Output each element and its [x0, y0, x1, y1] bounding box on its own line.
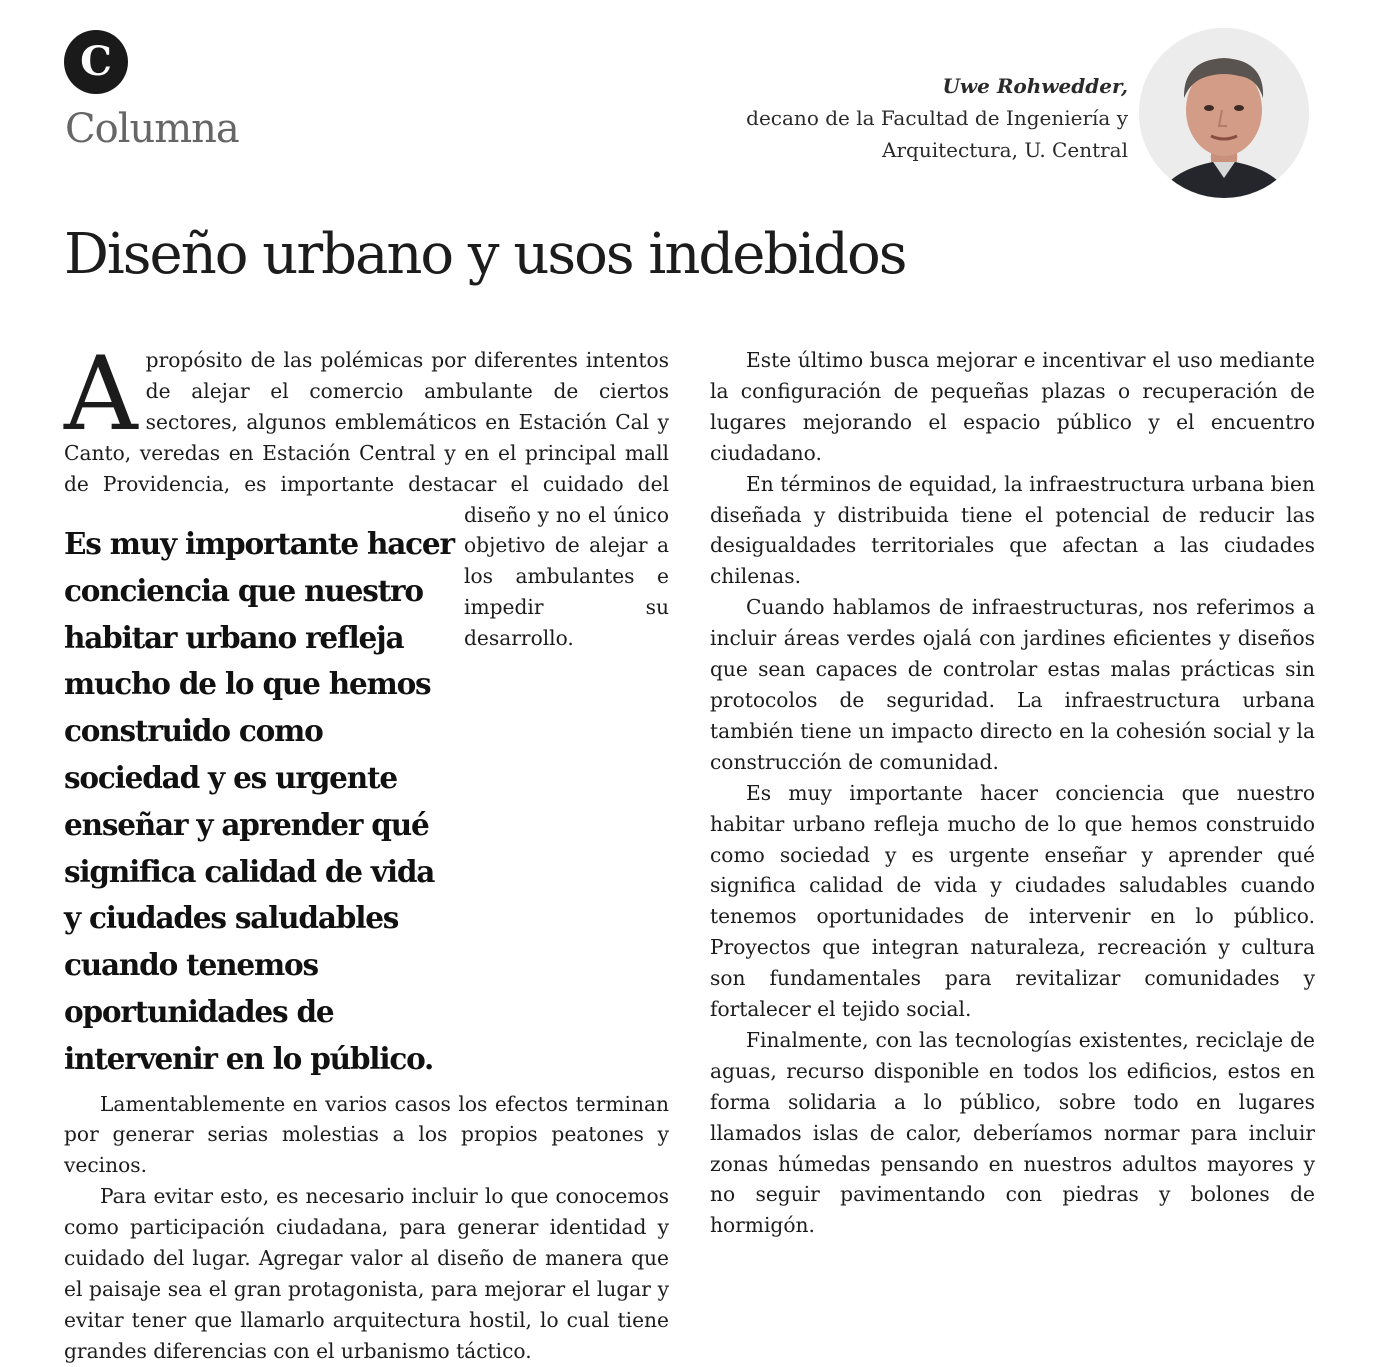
- column-logo-badge: [64, 30, 128, 94]
- article-right-column: [710, 345, 1315, 1241]
- left-paragraph-3: Para evitar esto, es necesario incluir lo que conocemos como participación ciudadana, para generar identidad y cuidado del lugar. Agregar valor al diseño de manera que el paisaje sea el gran protagonista, para mejorar el lugar y evitar tener que llamarlo arquitectura hostil, lo cual tiene grandes diferencias con el urbanismo táctico.: [64, 1184, 669, 1363]
- drop-cap: A: [64, 335, 138, 454]
- right-paragraph-3: Cuando hablamos de infraestructuras, nos referimos a incluir áreas verdes ojalá con jardines eficientes y diseños que sean capaces de controlar estas malas prácticas sin protocolos de seguridad. La infraestructura urbana también tiene un impacto directo en la cohesión social y la construcción de comunidad.: [710, 595, 1315, 774]
- right-paragraph-2: En términos de equidad, la infraestructura urbana bien diseñada y distribuida tiene el potencial de reducir las desigualdades territoriales que afectan a las ciudades chilenas.: [710, 471, 1315, 589]
- right-paragraph-4: Es muy importante hacer conciencia que nuestro habitar urbano refleja mucho de lo que hemos construido como sociedad y es urgente enseñar y aprender qué significa calidad de vida y ciudades saludables cuando tenemos oportunidades de intervenir en lo público. Proyectos que integran naturaleza, recreación y cultura son fundamentales para revitalizar comunidades y fortalecer el tejido social.: [710, 780, 1315, 1022]
- pull-quote: Es muy importante hacer conciencia que nuestro habitar urbano refleja mucho de lo que hemos construido como sociedad y es urgente enseñar y aprender qué significa calidad de vida y ciudades saludables cuando tenemos oportunidades de intervenir en lo público.: [64, 526, 454, 1076]
- article-headline: Diseño urbano y usos indebidos: [64, 222, 906, 287]
- left-paragraph-2: Lamentablemente en varios casos los efectos terminan por generar serias molestias a los propios peatones y vecinos.: [64, 1091, 669, 1178]
- left-paragraph-1-text: propósito de las polémicas por diferentes intentos de alejar el comercio ambulante de ciertos sectores, algunos emblemáticos en Estación Cal y Canto, veredas en Estación Central y en el principal mall de Providencia, es importante destacar el cuidado del diseño y no el único objetivo de alejar a los ambulantes e impedir su desarrollo.: [64, 348, 669, 651]
- author-portrait-photo: [1139, 28, 1309, 198]
- author-name: Uwe Rohwedder,: [942, 74, 1128, 98]
- author-role-line2: Arquitectura, U. Central: [882, 138, 1128, 162]
- right-paragraph-5: Finalmente, con las tecnologías existentes, reciclaje de aguas, recurso disponible en todos los edificios, estos en forma solidaria a lo público, sobre todo en lugares llamados islas de calor, deberíamos normar para incluir zonas húmedas pensando en nuestros adultos mayores y no seguir pavimentando con piedras y bolones de hormigón.: [710, 1027, 1315, 1238]
- section-label: Columna: [65, 106, 239, 152]
- portrait-image: [1139, 28, 1309, 198]
- right-paragraph-1: Este último busca mejorar e incentivar el uso mediante la configuración de pequeñas plazas o recuperación de lugares mejorando el espacio público y el encuentro ciudadano.: [710, 348, 1315, 465]
- author-byline: [688, 70, 1128, 166]
- author-role-line1: decano de la Facultad de Ingeniería y: [746, 106, 1128, 130]
- logo-letter: C: [80, 38, 112, 85]
